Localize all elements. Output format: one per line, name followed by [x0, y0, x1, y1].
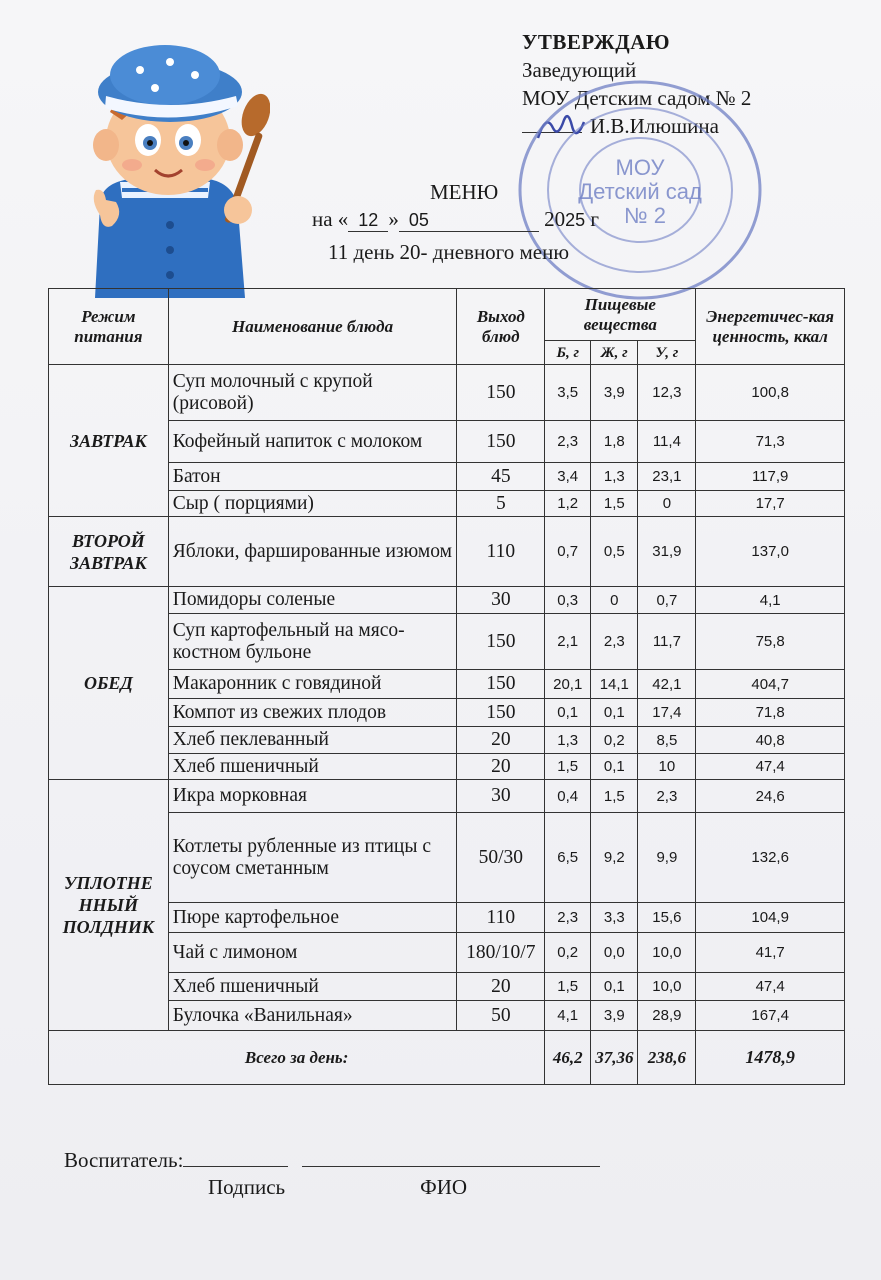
protein-value: 2,3 [545, 421, 591, 463]
dish-output: 5 [457, 491, 545, 517]
date-prefix: на « [312, 207, 349, 231]
meal-label: УПЛОТНЕ ННЫЙ ПОЛДНИК [49, 780, 169, 1031]
dish-output: 110 [457, 517, 545, 587]
carbs-value: 11,4 [638, 421, 696, 463]
carbs-value: 8,5 [638, 727, 696, 754]
header-protein: Б, г [545, 341, 591, 365]
fat-value: 3,9 [591, 1001, 638, 1031]
protein-value: 0,7 [545, 517, 591, 587]
signature-field [183, 1166, 288, 1167]
protein-value: 0,4 [545, 780, 591, 813]
date-month: 05 [399, 210, 539, 232]
header-meal: Режим питания [49, 289, 169, 365]
protein-value: 4,1 [545, 1001, 591, 1031]
carbs-value: 9,9 [638, 813, 696, 903]
dish-name: Макаронник с говядиной [168, 670, 457, 699]
table-row [49, 780, 845, 813]
dish-output: 150 [457, 614, 545, 670]
header-carbs: У, г [638, 341, 696, 365]
dish-name: Хлеб пшеничный [168, 754, 457, 780]
protein-value: 0,2 [545, 933, 591, 973]
protein-value: 6,5 [545, 813, 591, 903]
stamp-text-2: Детский сад [578, 179, 702, 204]
fat-value: 1,5 [591, 491, 638, 517]
dish-output: 110 [457, 903, 545, 933]
carbs-value: 0,7 [638, 587, 696, 614]
header-energy: Энергетичес-кая ценность, ккал [696, 289, 845, 365]
dish-name: Булочка «Ванильная» [168, 1001, 457, 1031]
fat-value: 9,2 [591, 813, 638, 903]
carbs-value: 15,6 [638, 903, 696, 933]
table-row [49, 670, 845, 699]
table-row [49, 903, 845, 933]
header-nutrients: Пищевые вещества [545, 289, 696, 341]
footer-captions [208, 1175, 467, 1200]
dish-name: Котлеты рубленные из птицы с соусом сметанным [168, 813, 457, 903]
educator-label: Воспитатель: [64, 1148, 184, 1172]
total-row [49, 1031, 845, 1085]
protein-value: 0,1 [545, 699, 591, 727]
dish-output: 20 [457, 727, 545, 754]
dish-output: 30 [457, 780, 545, 813]
menu-table [48, 288, 845, 1085]
fat-value: 0,1 [591, 973, 638, 1001]
meal-label: ЗАВТРАК [49, 365, 169, 517]
header-dish: Наименование блюда [168, 289, 457, 365]
approval-position: Заведующий [522, 58, 637, 82]
carbs-value: 28,9 [638, 1001, 696, 1031]
table-row [49, 587, 845, 614]
chef-boy-illustration [60, 30, 270, 300]
fat-value: 1,8 [591, 421, 638, 463]
dish-output: 150 [457, 421, 545, 463]
energy-value: 71,3 [696, 421, 845, 463]
energy-value: 41,7 [696, 933, 845, 973]
protein-value: 0,3 [545, 587, 591, 614]
energy-value: 75,8 [696, 614, 845, 670]
protein-value: 3,5 [545, 365, 591, 421]
signature-caption: Подпись [208, 1175, 286, 1199]
fat-value: 0,2 [591, 727, 638, 754]
dish-output: 50/30 [457, 813, 545, 903]
year-suffix: г [590, 207, 599, 231]
energy-value: 167,4 [696, 1001, 845, 1031]
carbs-value: 11,7 [638, 614, 696, 670]
carbs-value: 42,1 [638, 670, 696, 699]
dish-name: Компот из свежих плодов [168, 699, 457, 727]
protein-value: 2,1 [545, 614, 591, 670]
energy-value: 132,6 [696, 813, 845, 903]
table-row [49, 813, 845, 903]
year-prefix: 20 [544, 207, 566, 231]
fat-value: 2,3 [591, 614, 638, 670]
dish-name: Суп молочный с крупой (рисовой) [168, 365, 457, 421]
carbs-value: 10,0 [638, 933, 696, 973]
energy-value: 24,6 [696, 780, 845, 813]
carbs-value: 2,3 [638, 780, 696, 813]
dish-name: Сыр ( порциями) [168, 491, 457, 517]
carbs-value: 12,3 [638, 365, 696, 421]
dish-name: Хлеб пшеничный [168, 973, 457, 1001]
table-row [49, 754, 845, 780]
energy-value: 404,7 [696, 670, 845, 699]
dish-output: 20 [457, 754, 545, 780]
educator-line [64, 1148, 600, 1173]
energy-value: 100,8 [696, 365, 845, 421]
carbs-value: 23,1 [638, 463, 696, 491]
fat-value: 0 [591, 587, 638, 614]
table-row [49, 973, 845, 1001]
energy-value: 117,9 [696, 463, 845, 491]
carbs-value: 31,9 [638, 517, 696, 587]
table-row [49, 517, 845, 587]
dish-name: Яблоки, фаршированные изюмом [168, 517, 457, 587]
header-fat: Ж, г [591, 341, 638, 365]
protein-value: 20,1 [545, 670, 591, 699]
date-day: 12 [348, 210, 388, 232]
dish-name: Пюре картофельное [168, 903, 457, 933]
fat-value: 0,1 [591, 699, 638, 727]
stamp-text-3: № 2 [624, 203, 666, 228]
dish-output: 45 [457, 463, 545, 491]
dish-output: 150 [457, 365, 545, 421]
date-mid: » [388, 207, 399, 231]
energy-value: 17,7 [696, 491, 845, 517]
dish-output: 50 [457, 1001, 545, 1031]
menu-subtitle: 11 день 20- дневного меню [328, 240, 570, 264]
dish-name: Суп картофельный на мясо-костном бульоне [168, 614, 457, 670]
dish-output: 150 [457, 670, 545, 699]
fat-value: 3,3 [591, 903, 638, 933]
table-row [49, 421, 845, 463]
total-label: Всего за день: [49, 1031, 545, 1085]
meal-label: ВТОРОЙ ЗАВТРАК [49, 517, 169, 587]
energy-value: 137,0 [696, 517, 845, 587]
approval-organization: МОУ Детским садом № 2 [522, 86, 752, 110]
dish-name: Помидоры соленые [168, 587, 457, 614]
total-protein: 46,2 [545, 1031, 591, 1085]
carbs-value: 10 [638, 754, 696, 780]
carbs-value: 17,4 [638, 699, 696, 727]
protein-value: 3,4 [545, 463, 591, 491]
table-row [49, 933, 845, 973]
dish-name: Батон [168, 463, 457, 491]
menu-table-body [49, 365, 845, 1031]
meal-label: ОБЕД [49, 587, 169, 780]
approval-title: УТВЕРЖДАЮ [522, 30, 671, 54]
energy-value: 104,9 [696, 903, 845, 933]
dish-output: 30 [457, 587, 545, 614]
fio-caption: ФИО [420, 1175, 468, 1199]
table-row [49, 699, 845, 727]
energy-value: 40,8 [696, 727, 845, 754]
fat-value: 0,5 [591, 517, 638, 587]
dish-name: Кофейный напиток с молоком [168, 421, 457, 463]
protein-value: 1,5 [545, 973, 591, 1001]
protein-value: 1,2 [545, 491, 591, 517]
carbs-value: 0 [638, 491, 696, 517]
energy-value: 4,1 [696, 587, 845, 614]
fat-value: 0,0 [591, 933, 638, 973]
protein-value: 1,5 [545, 754, 591, 780]
fat-value: 14,1 [591, 670, 638, 699]
table-row [49, 727, 845, 754]
dish-name: Чай с лимоном [168, 933, 457, 973]
protein-value: 2,3 [545, 903, 591, 933]
fat-value: 1,3 [591, 463, 638, 491]
carbs-value: 10,0 [638, 973, 696, 1001]
dish-output: 150 [457, 699, 545, 727]
fio-field [302, 1166, 600, 1167]
energy-value: 47,4 [696, 754, 845, 780]
dish-output: 180/10/7 [457, 933, 545, 973]
fat-value: 3,9 [591, 365, 638, 421]
total-carbs: 238,6 [638, 1031, 696, 1085]
fat-value: 1,5 [591, 780, 638, 813]
total-fat: 37,36 [591, 1031, 638, 1085]
header-output: Выход блюд [457, 289, 545, 365]
total-energy: 1478,9 [696, 1031, 845, 1085]
menu-date [312, 207, 599, 232]
energy-value: 71,8 [696, 699, 845, 727]
dish-name: Икра морковная [168, 780, 457, 813]
table-row [49, 1001, 845, 1031]
menu-title: МЕНЮ [430, 180, 499, 204]
dish-output: 20 [457, 973, 545, 1001]
round-stamp [510, 75, 765, 305]
date-year: 25 [565, 210, 586, 230]
table-row [49, 365, 845, 421]
stamp-text-1: МОУ [615, 155, 665, 180]
fat-value: 0,1 [591, 754, 638, 780]
approval-signer: И.В.Илюшина [590, 114, 719, 138]
dish-name: Хлеб пеклеванный [168, 727, 457, 754]
table-row [49, 491, 845, 517]
energy-value: 47,4 [696, 973, 845, 1001]
protein-value: 1,3 [545, 727, 591, 754]
table-row [49, 614, 845, 670]
table-row [49, 463, 845, 491]
